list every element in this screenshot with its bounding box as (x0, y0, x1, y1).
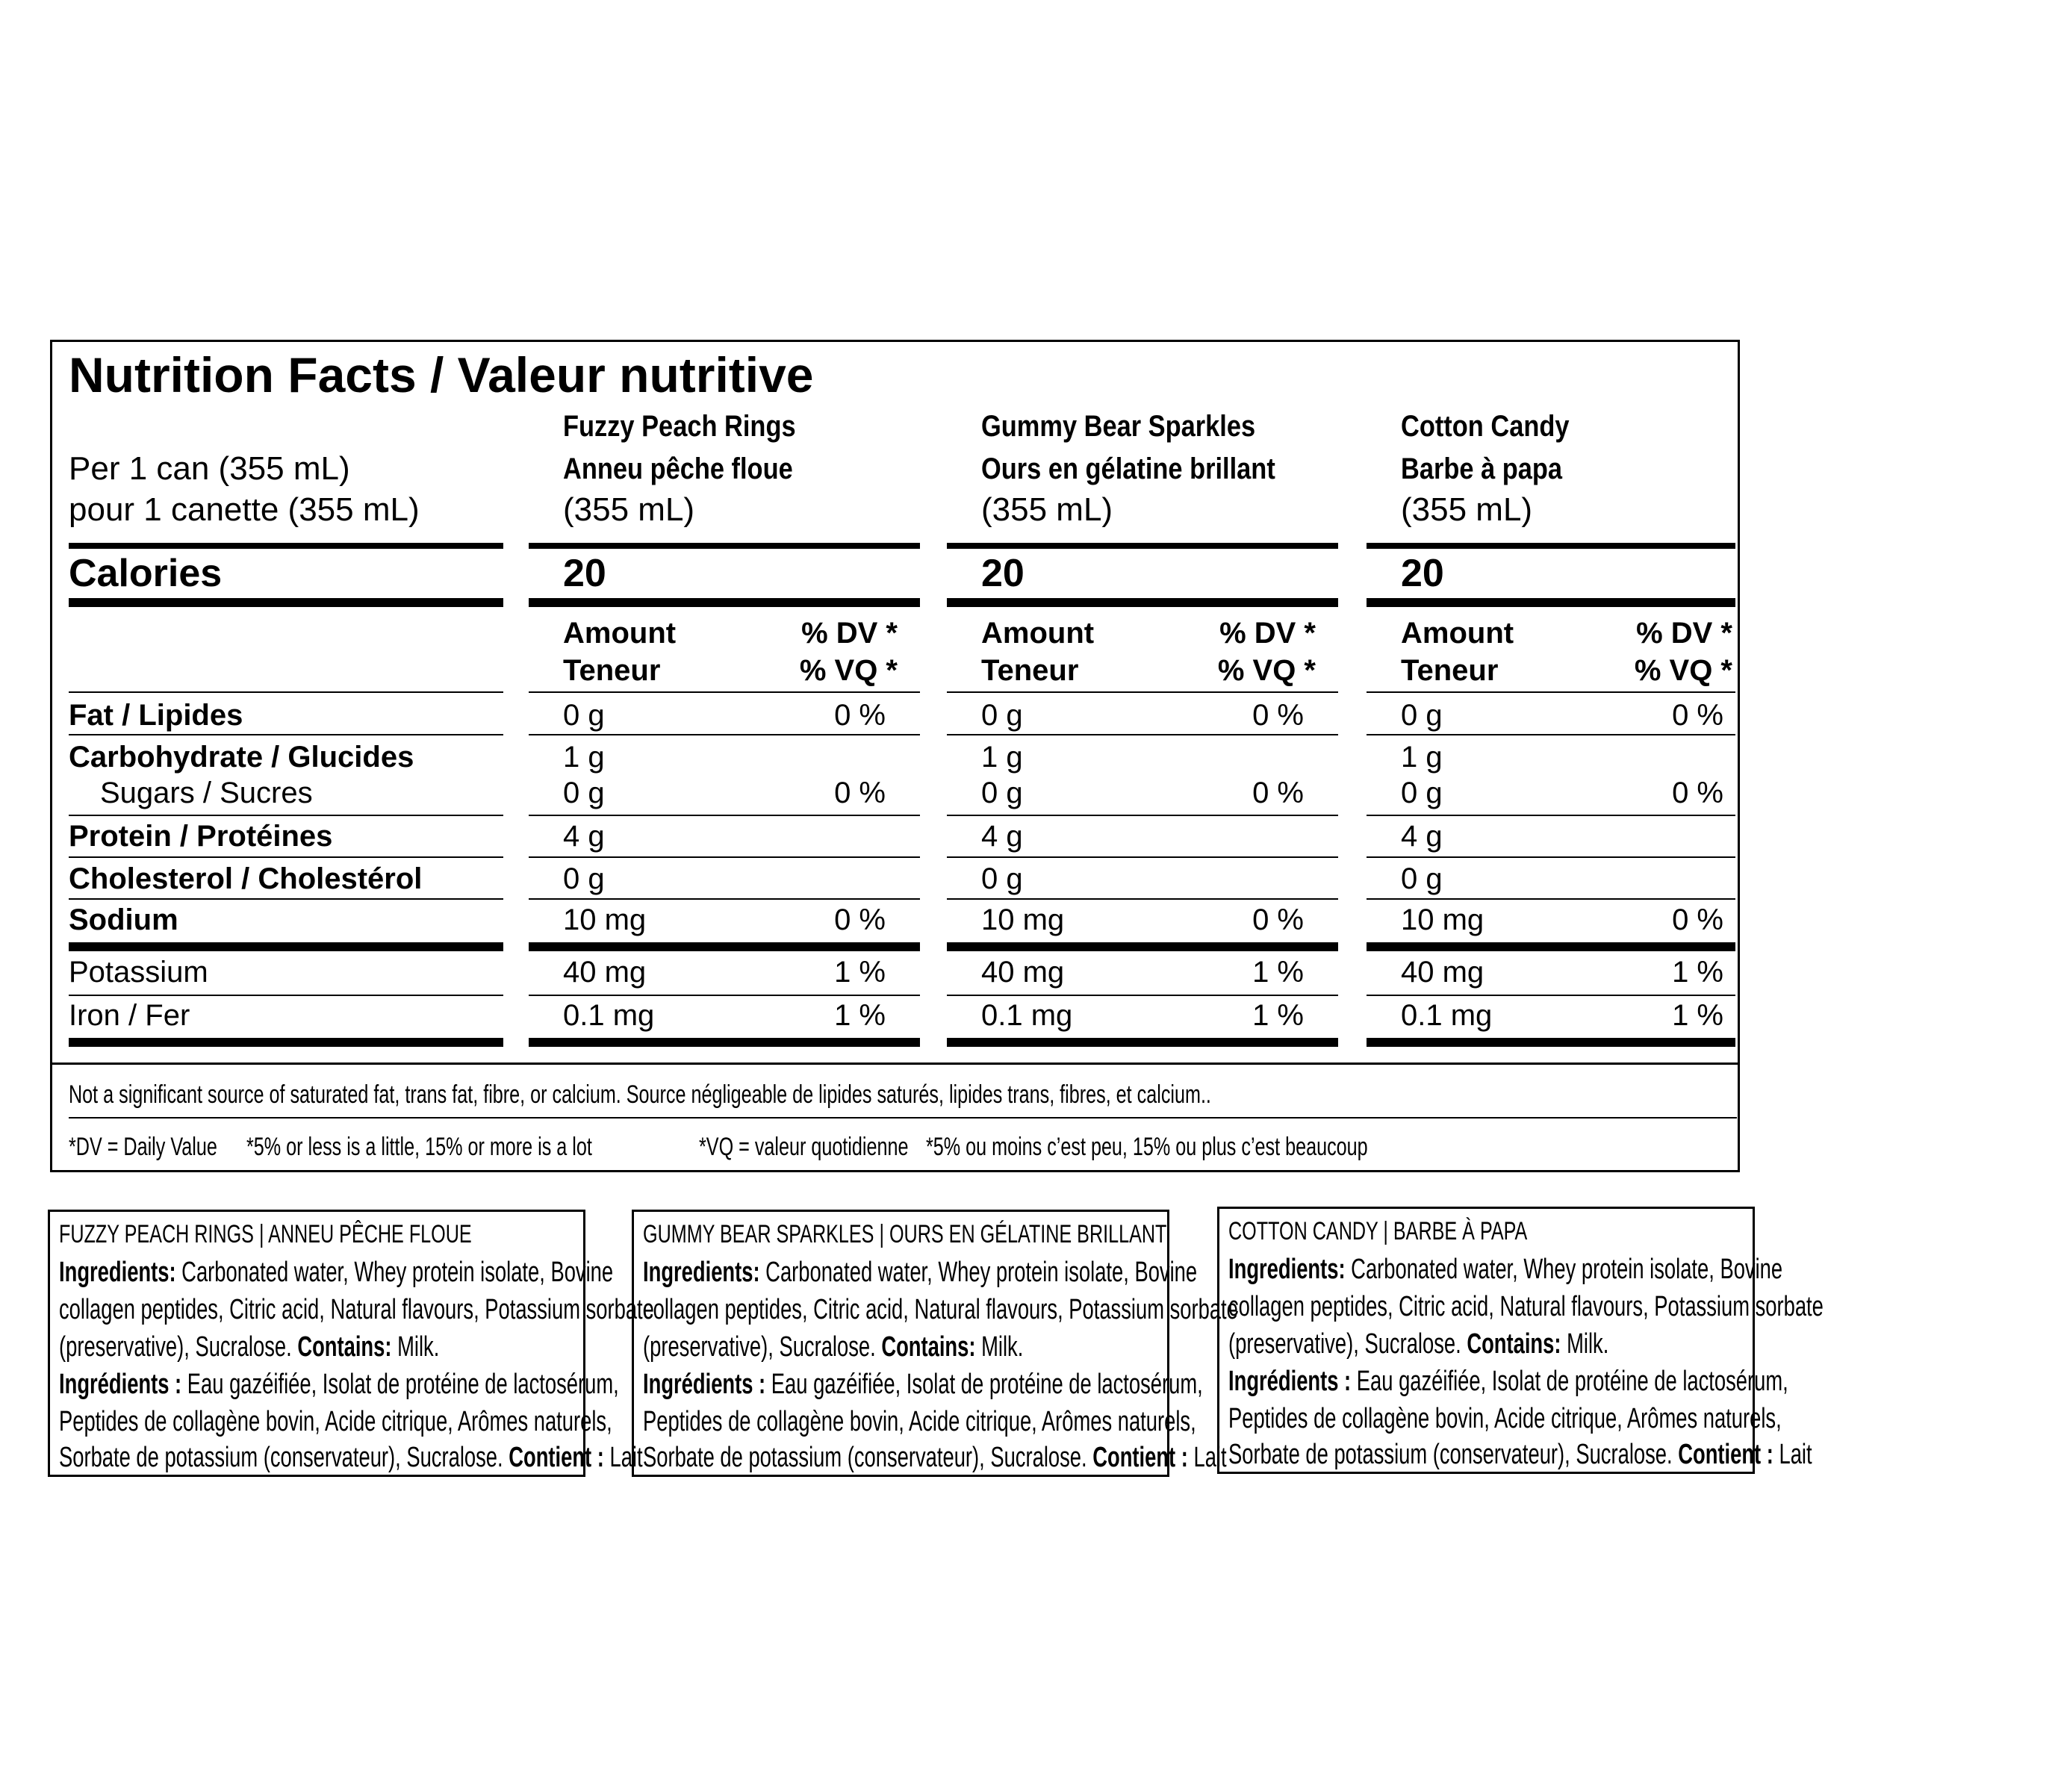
cholesterol-amount: 0 g (1401, 862, 1443, 895)
rule-left-sodium (69, 942, 503, 951)
row-rule (1367, 815, 1735, 816)
sodium-dv: 0 % (1672, 903, 1723, 936)
rule-top (529, 543, 920, 549)
row-rule (529, 734, 920, 735)
row-label-iron: Iron / Fer (69, 999, 190, 1032)
amount-header-en: Amount (1401, 617, 1514, 650)
sugars-dv: 0 % (1672, 777, 1723, 809)
row-label-carbohydrate: Carbohydrate / Glucides (69, 741, 414, 774)
potassium-amount: 40 mg (1401, 956, 1484, 989)
potassium-dv: 1 % (1672, 956, 1723, 989)
ingredients-box-gummy-bear (632, 1210, 1238, 1477)
rule-left-top (69, 543, 503, 549)
ingredients-fr-line: Sorbate de potassium (conservateur), Sucralose. Contient : Lait (643, 1442, 1227, 1473)
cholesterol-amount: 0 g (981, 862, 1023, 895)
row-rule (1367, 734, 1735, 735)
dv-header-fr: % VQ * (1634, 654, 1732, 687)
rule-calories (947, 598, 1338, 607)
ingredients-fr-line: Ingrédients : Eau gazéifiée, Isolat de protéine de lactosérum, (643, 1369, 1203, 1400)
protein-amount: 4 g (981, 820, 1023, 853)
product-column-fuzzy-peach (529, 0, 920, 1053)
dv-scale-en: *5% or less is a little, 15% or more is a lot (246, 1133, 592, 1161)
product-column-gummy-bear (947, 0, 1338, 1053)
ingredients-fr-line: Peptides de collagène bovin, Acide citrique, Arômes naturels, (643, 1406, 1196, 1437)
panel-title: Nutrition Facts / Valeur nutritive (69, 347, 814, 402)
sugars-dv: 0 % (1252, 777, 1304, 809)
product-name-en: Gummy Bear Sparkles (981, 410, 1256, 443)
rule-top (1367, 543, 1735, 549)
product-name-fr: Anneu pêche floue (563, 452, 793, 485)
sodium-dv: 0 % (834, 903, 886, 936)
ingredients-fr-line: Sorbate de potassium (conservateur), Sucralose. Contient : Lait (59, 1442, 643, 1473)
rule-left-row (69, 691, 503, 693)
row-rule (1367, 898, 1735, 900)
ingredients-box-cotton-candy (1217, 1207, 1824, 1474)
iron-dv: 1 % (1672, 999, 1723, 1032)
row-rule (947, 815, 1338, 816)
row-rule (529, 898, 920, 900)
product-column-cotton-candy (1367, 0, 1735, 1053)
iron-amount: 0.1 mg (563, 999, 655, 1032)
ingredients-en-line: (preservative), Sucralose. Contains: Milk. (643, 1331, 1024, 1363)
carb-amount: 1 g (1401, 741, 1443, 774)
row-rule (1367, 856, 1735, 858)
serving-size-en: Per 1 can (355 mL) (69, 450, 350, 487)
ingredients-title: GUMMY BEAR SPARKLES | OURS EN GÉLATINE BRILLANT (643, 1220, 1167, 1248)
potassium-dv: 1 % (1252, 956, 1304, 989)
rule-bottom (529, 1038, 920, 1047)
ingredients-en-line: Ingredients: Carbonated water, Whey protein isolate, Bovine (1228, 1254, 1783, 1285)
ingredients-fr-line: Peptides de collagène bovin, Acide citrique, Arômes naturels, (59, 1406, 612, 1437)
iron-amount: 0.1 mg (1401, 999, 1493, 1032)
dv-header-en: % DV * (1219, 617, 1316, 650)
ingredients-en-line: collagen peptides, Citric acid, Natural flavours, Potassium sorbate (59, 1294, 654, 1325)
row-label-potassium: Potassium (69, 956, 208, 989)
row-label-fat: Fat / Lipides (69, 699, 243, 732)
rule-left-calories (69, 598, 503, 607)
ingredients-title: FUZZY PEACH RINGS | ANNEU PÊCHE FLOUE (59, 1220, 472, 1248)
ingredients-en-line: (preservative), Sucralose. Contains: Milk. (59, 1331, 440, 1363)
ingredients-en-line: Ingredients: Carbonated water, Whey protein isolate, Bovine (59, 1257, 614, 1288)
potassium-amount: 40 mg (563, 956, 647, 989)
protein-amount: 4 g (563, 820, 605, 853)
sodium-amount: 10 mg (981, 903, 1065, 936)
dv-header-en: % DV * (801, 617, 898, 650)
serving-size-fr: pour 1 canette (355 mL) (69, 491, 420, 528)
ingredients-fr-line: Ingrédients : Eau gazéifiée, Isolat de protéine de lactosérum, (1228, 1366, 1788, 1397)
dv-scale-fr: *5% ou moins c’est peu, 15% ou plus c’est beaucoup (926, 1133, 1368, 1161)
amount-header-fr: Teneur (1401, 654, 1499, 687)
rule-bottom (1367, 1038, 1735, 1047)
dv-header-en: % DV * (1636, 617, 1732, 650)
rule-calories (529, 598, 920, 607)
sugars-dv: 0 % (834, 777, 886, 809)
carb-amount: 1 g (563, 741, 605, 774)
rule-top (947, 543, 1338, 549)
ingredients-title: COTTON CANDY | BARBE À PAPA (1228, 1217, 1528, 1245)
rule-calories (1367, 598, 1735, 607)
iron-dv: 1 % (1252, 999, 1304, 1032)
row-rule (1367, 691, 1735, 693)
rule-left-row (69, 734, 503, 735)
sodium-dv: 0 % (1252, 903, 1304, 936)
amount-header-fr: Teneur (563, 654, 661, 687)
row-rule (529, 691, 920, 693)
potassium-amount: 40 mg (981, 956, 1065, 989)
footnote-text: Not a significant source of saturated fat, trans fat, fibre, or calcium. Source négligeable de lipides saturés, lipides trans, fibres, et calcium.. (69, 1080, 1211, 1109)
row-rule (947, 898, 1338, 900)
ingredients-fr-line: Ingrédients : Eau gazéifiée, Isolat de protéine de lactosérum, (59, 1369, 619, 1400)
potassium-dv: 1 % (834, 956, 886, 989)
fat-amount: 0 g (981, 699, 1023, 732)
sodium-amount: 10 mg (563, 903, 647, 936)
cholesterol-amount: 0 g (563, 862, 605, 895)
rule-left-row (69, 815, 503, 816)
row-label-sugars: Sugars / Sucres (100, 777, 313, 809)
fat-dv: 0 % (1252, 699, 1304, 732)
footnote-divider (50, 1063, 1740, 1065)
calories-label: Calories (69, 552, 223, 595)
product-name-en: Cotton Candy (1401, 410, 1570, 443)
amount-header-en: Amount (981, 617, 1095, 650)
row-rule (529, 856, 920, 858)
ingredients-en-line: collagen peptides, Citric acid, Natural flavours, Potassium sorbate (643, 1294, 1238, 1325)
iron-dv: 1 % (834, 999, 886, 1032)
product-name-fr: Ours en gélatine brillant (981, 452, 1275, 485)
dv-header-fr: % VQ * (1217, 654, 1316, 687)
row-label-cholesterol: Cholesterol / Cholestérol (69, 862, 423, 895)
footnote-rule (69, 1117, 1737, 1119)
product-volume: (355 mL) (563, 491, 695, 528)
fat-dv: 0 % (1672, 699, 1723, 732)
dv-note-en: *DV = Daily Value (69, 1133, 217, 1161)
ingredients-en-line: collagen peptides, Citric acid, Natural flavours, Potassium sorbate (1228, 1291, 1824, 1322)
row-label-sodium: Sodium (69, 903, 178, 936)
sugars-amount: 0 g (563, 777, 605, 809)
calories-value: 20 (981, 552, 1025, 595)
ingredients-fr-line: Sorbate de potassium (conservateur), Sucralose. Contient : Lait (1228, 1439, 1812, 1470)
row-rule (529, 815, 920, 816)
rule-bottom (947, 1038, 1338, 1047)
product-volume: (355 mL) (981, 491, 1113, 528)
sugars-amount: 0 g (981, 777, 1023, 809)
amount-header-fr: Teneur (981, 654, 1079, 687)
dv-note-fr: *VQ = valeur quotidienne (699, 1133, 909, 1161)
product-name-fr: Barbe à papa (1401, 452, 1563, 485)
ingredients-fr-line: Peptides de collagène bovin, Acide citrique, Arômes naturels, (1228, 1403, 1782, 1434)
sodium-amount: 10 mg (1401, 903, 1484, 936)
row-label-protein: Protein / Protéines (69, 820, 333, 853)
rule-left-row (69, 856, 503, 858)
calories-value: 20 (563, 552, 606, 595)
amount-header-en: Amount (563, 617, 677, 650)
ingredients-en-line: Ingredients: Carbonated water, Whey protein isolate, Bovine (643, 1257, 1198, 1288)
rule-sodium (529, 942, 920, 951)
rule-sodium (1367, 942, 1735, 951)
product-volume: (355 mL) (1401, 491, 1533, 528)
row-rule (947, 691, 1338, 693)
fat-amount: 0 g (563, 699, 605, 732)
protein-amount: 4 g (1401, 820, 1443, 853)
calories-value: 20 (1401, 552, 1444, 595)
fat-amount: 0 g (1401, 699, 1443, 732)
product-name-en: Fuzzy Peach Rings (563, 410, 796, 443)
rule-sodium (947, 942, 1338, 951)
carb-amount: 1 g (981, 741, 1023, 774)
rule-left-bottom (69, 1038, 503, 1047)
fat-dv: 0 % (834, 699, 886, 732)
ingredients-box-fuzzy-peach (48, 1210, 654, 1477)
row-rule (947, 856, 1338, 858)
ingredients-en-line: (preservative), Sucralose. Contains: Milk. (1228, 1328, 1609, 1360)
sugars-amount: 0 g (1401, 777, 1443, 809)
row-rule (947, 734, 1338, 735)
iron-amount: 0.1 mg (981, 999, 1073, 1032)
rule-left-row (69, 898, 503, 900)
dv-header-fr: % VQ * (799, 654, 898, 687)
